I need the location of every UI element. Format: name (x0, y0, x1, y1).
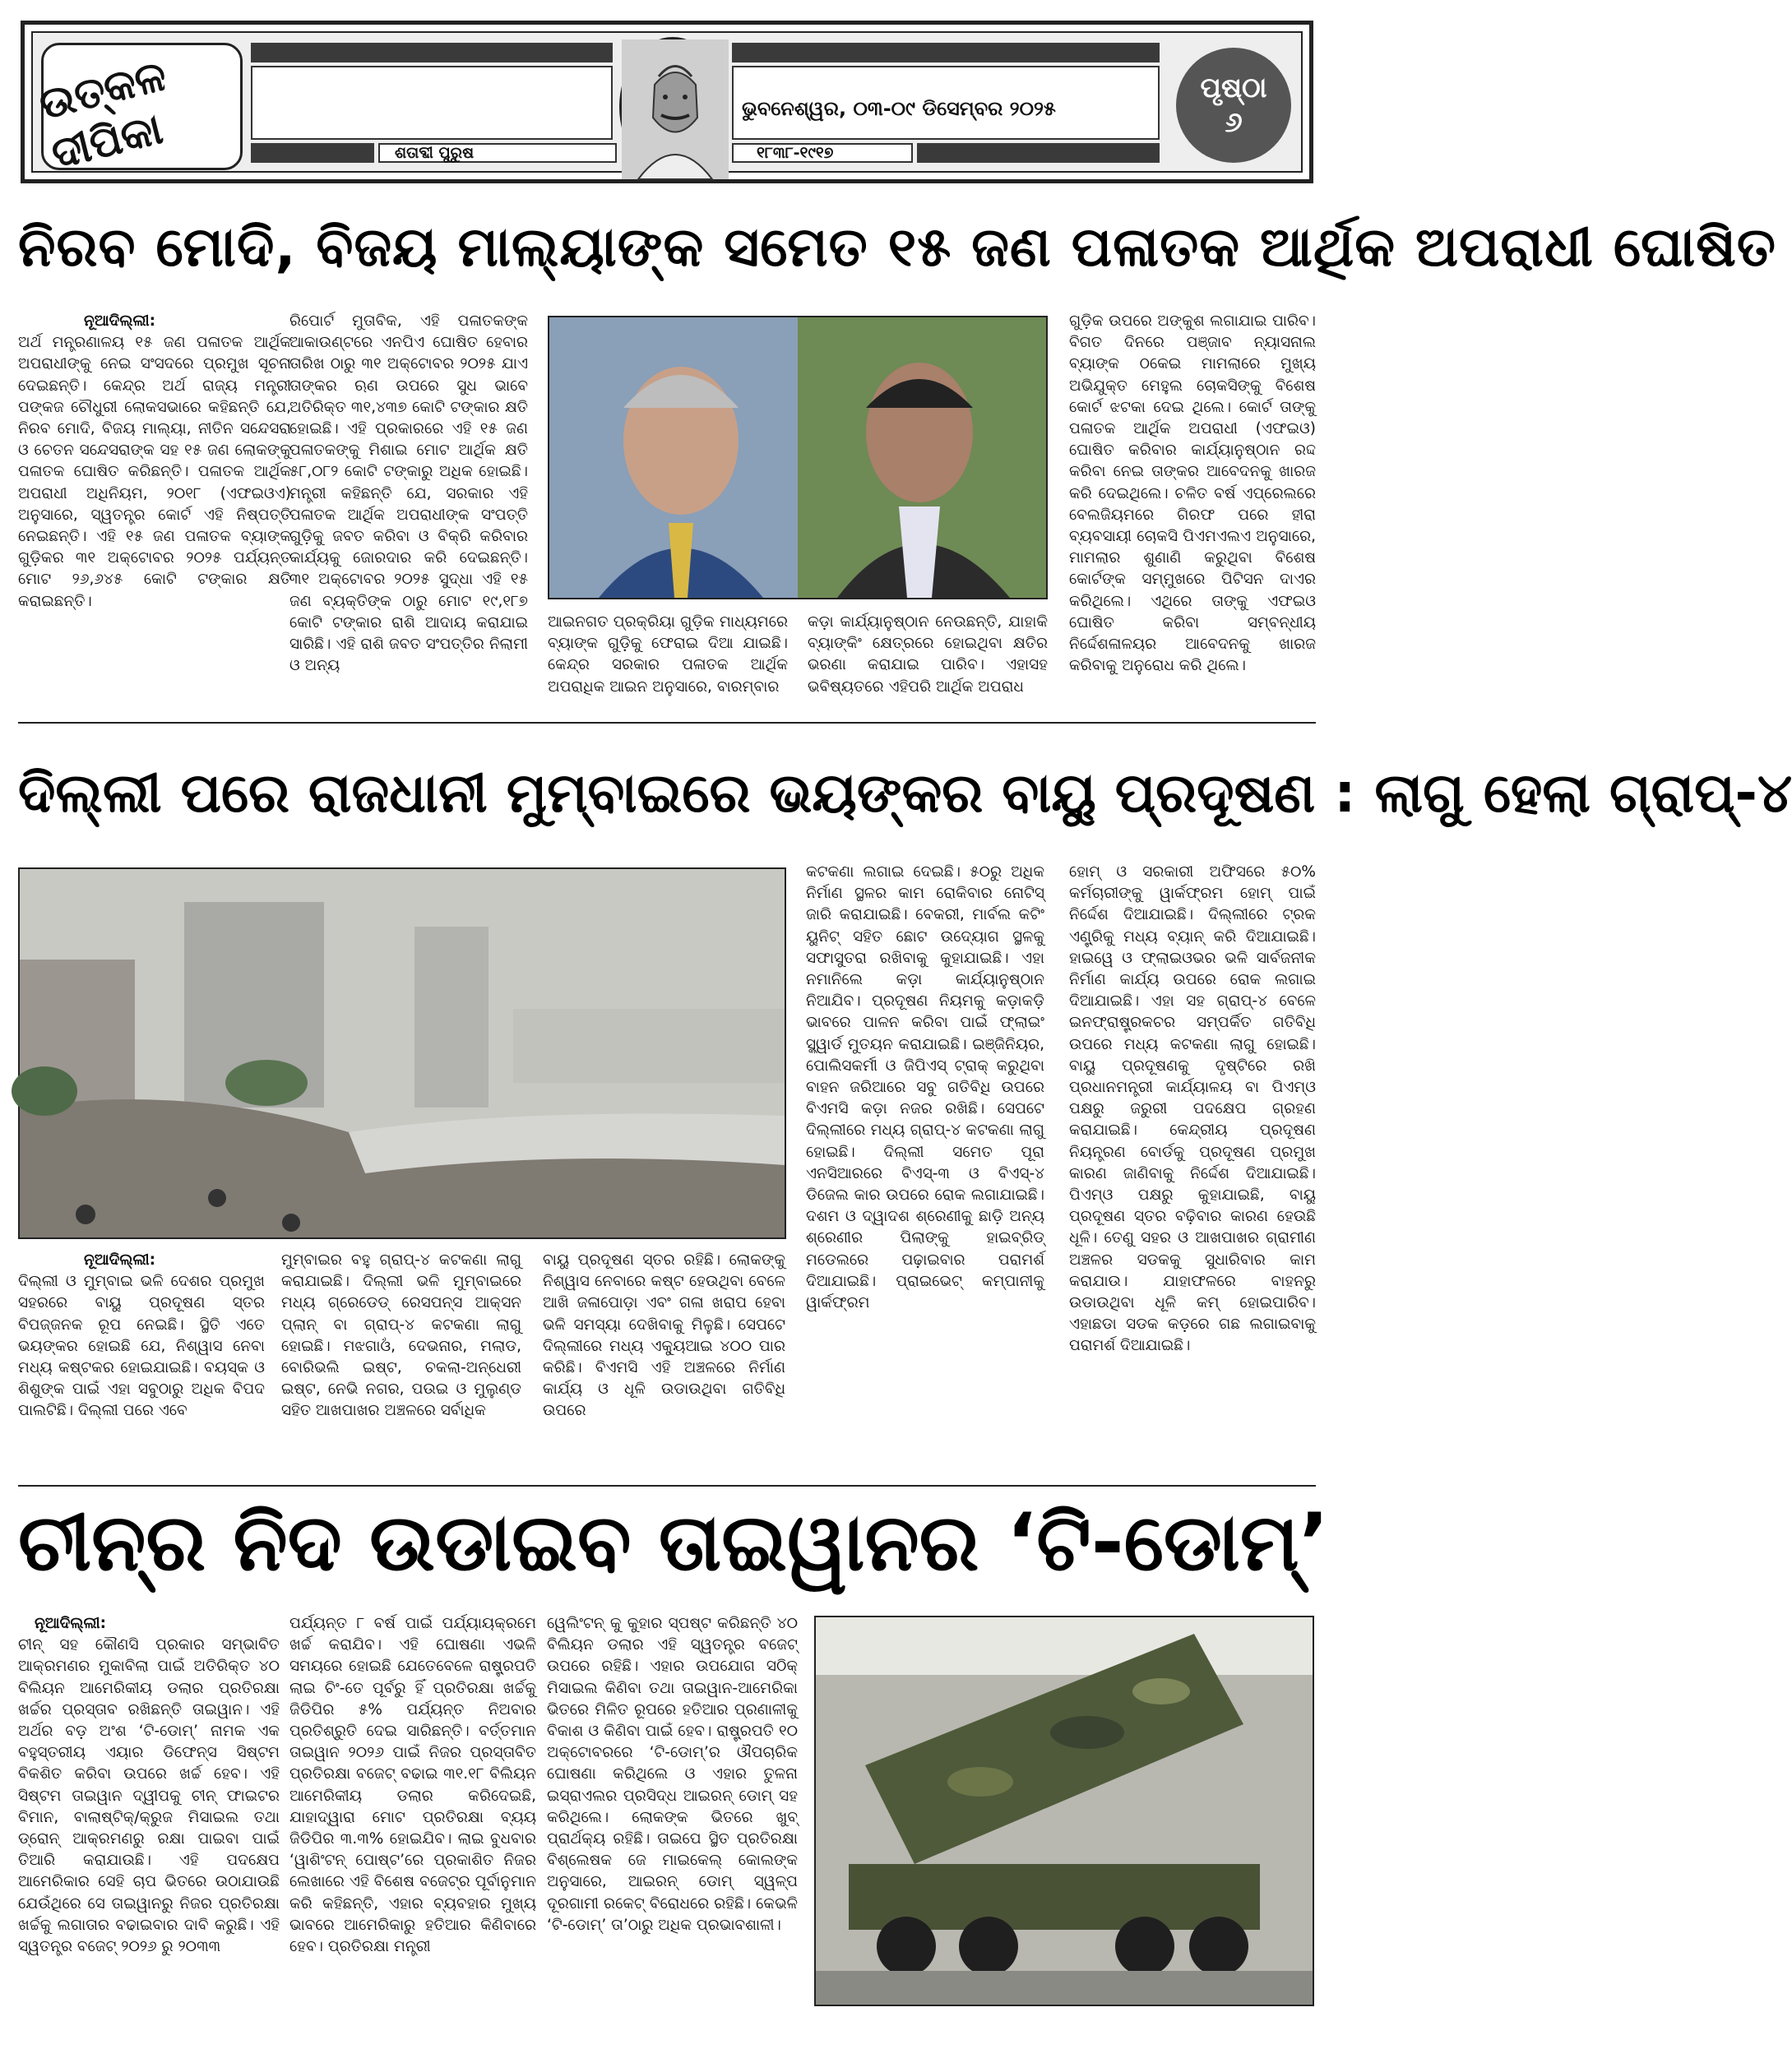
article-1-column-1 (18, 311, 291, 714)
article-3-column-3 (547, 1613, 798, 2033)
newspaper-logo (34, 43, 243, 179)
article-2-column-2 (281, 1250, 521, 1476)
portrait-illustration (622, 39, 729, 179)
masthead-panel (31, 31, 1303, 179)
founder-portrait (619, 37, 726, 177)
portrait-caption: ଶତାବ୍ଦୀ ପୁରୁଷ (395, 144, 475, 162)
article-1-text-1: ଅର୍ଥ ମନ୍ତ୍ରଣାଳୟ ୧୫ ଜଣ ପଳାତକ ଆର୍ଥିକ ଅପରାଧୀଙ୍କୁ ନେଇ ସଂସଦରେ ପ୍ରମୁଖ ସୂଚନା ଦେଇଛନ୍ତି। କେନ୍ଦ୍ର ଅର୍ଥ ରାଜ୍ୟ ମନ୍ତ୍ରୀ ପଙ୍କଜ ଚୌଧୁରୀ ଲୋକସଭାରେ କହିଛନ୍ତି ଯେ, ନିରବ ମୋଦି, ବିଜୟ ମାଲ୍ୟା, ନୀତିନ ସନ୍ଦେସରା ଓ ଚେତନ ସନ୍ଦେସରାଙ୍କ ସହ ୧୫ ଜଣ ଲୋକଙ୍କୁ ପଳାତକ ଘୋଷିତ କରିଛନ୍ତି। ପଳାତକ ଆର୍ଥିକ ଅପରାଧୀ ଅଧିନିୟମ, ୨୦୧୮ (ଏଫଇଓଏ) ଅନୁସାରେ, ସ୍ୱତନ୍ତ୍ର କୋର୍ଟ ଏହି ନିଷ୍ପତ୍ତି ନେଇଛନ୍ତି। ଏହି ୧୫ ଜଣ ପଳାତକ ବ୍ୟାଙ୍କ ଗୁଡ଼ିକର ୩୧ ଅକ୍ଟୋବର ୨୦୨୫ ପର୍ଯ୍ୟନ୍ତ ମୋଟ ୨୬,୬୪୫ କୋଟି ଟଙ୍କାର କ୍ଷତି କରାଇଛନ୍ତି। (18, 334, 291, 610)
article-3-text-2: ପର୍ଯ୍ୟନ୍ତ ୮ ବର୍ଷ ପାଇଁ ପର୍ଯ୍ୟାୟକ୍ରମେ ଖର୍ଚ୍ଚ କରାଯିବ। ଏହି ଘୋଷଣା ଏଭଳି ସମୟରେ ହୋଇଛି ଯେତେବେଳେ ରାଷ୍ଟ୍ରପତି ଲାଇ ଚିଂ-ତେ ପୂର୍ବରୁ ହିଁ ପ୍ରତିରକ୍ଷା ଖର୍ଚ୍ଚକୁ ଜିଡିପିର ୫% ପର୍ଯ୍ୟନ୍ତ ନିଅବାର ପ୍ରତିଶ୍ରୁତି ଦେଇ ସାରିଛନ୍ତି। ବର୍ତ୍ତମାନ ତାଇୱାନ ୨୦୨୬ ପାଇଁ ନିଜର ପ୍ରସ୍ତାବିତ ପ୍ରତିରକ୍ଷା ବଜେଟ୍ ବଢାଇ ୩୧.୧୮ ବିଲିୟନ ଆମେରିକୀୟ ଡଲାର କରିଦେଇଛି, ଯାହାଦ୍ୱାରା ମୋଟ ପ୍ରତିରକ୍ଷା ବ୍ୟୟ ଜିଡିପିର ୩.୩% ହୋଇଯିବ। ଲାଇ ବୁଧବାର ‘ୱାଶିଂଟନ୍ ପୋଷ୍ଟ’ରେ ପ୍ରକାଶିତ ନିଜର ଲେଖାରେ ଏହି ବିଶେଷ ବଜେଟ୍ର ପୂର୍ବାନୁମାନ କରି କହିଛନ୍ତି, ଏହାର ବ୍ୟବହାର ମୁଖ୍ୟ ଭାବରେ ଆମେରିକାରୁ ହତିଆର କିଣିବାରେ ହେବ। ପ୍ରତିରକ୍ଷା ମନ୍ତ୍ରୀ (289, 1615, 536, 1956)
article-1-column-5 (1069, 311, 1316, 714)
article-3-text-1: ଚୀନ୍ ସହ କୌଣସି ପ୍ରକାର ସମ୍ଭାବିତ ଆକ୍ରମଣର ମୁକାବିଲା ପାଇଁ ଅତିରିକ୍ତ ୪୦ ବିଲିୟନ ଆମେରିକୀୟ ଡଲାର ପ୍ରତିରକ୍ଷା ଖର୍ଚ୍ଚର ପ୍ରସ୍ତାବ ରଖିଛନ୍ତି ତାଇୱାନ। ଏହି ଅର୍ଥର ବଡ଼ ଅଂଶ ‘ଟି-ଡୋମ୍’ ନାମକ ଏକ ବହୁସ୍ତରୀୟ ଏୟାର ଡିଫେନ୍ସ ସିଷ୍ଟମ ବିକଶିତ କରିବା ଉପରେ ଖର୍ଚ୍ଚ ହେବ। ଏହି ସିଷ୍ଟମ ତାଇୱାନ ଦ୍ୱୀପକୁ ଚୀନ୍ ଫାଇଟର ବିମାନ, ବାଲାଷ୍ଟିକ୍/କ୍ରୁଜ ମିସାଇଲ ତଥା ଡ୍ରୋନ୍ ଆକ୍ରମଣରୁ ରକ୍ଷା ପାଇବା ପାଇଁ ତିଆରି କରାଯାଉଛି। ଏହି ପଦକ୍ଷେପ ଆମେରିକାର ସେହି ଚାପ ଭିତରେ ଉଠାଯାଉଛି ଯେଉଁଥିରେ ସେ ତାଇୱାନରୁ ନିଜର ପ୍ରତିରକ୍ଷା ଖର୍ଚ୍ଚକୁ ଲଗାତାର ବଢାଇବାର ଦାବି କରୁଛି। ଏହି ସ୍ୱତନ୍ତ୍ର ବଜେଟ୍ ୨୦୨୬ ରୁ ୨୦୩୩ (18, 1636, 280, 1956)
fugitives-photo (549, 317, 1046, 598)
article-2-column-5 (1069, 862, 1316, 1477)
article-1-text-2: ରିପୋର୍ଟ ମୁତାବିକ, ଏହି ପଳାତକଙ୍କ ଆକାଉଣ୍ଟରେ ଏନପିଏ ଘୋଷିତ ହେବାର ତାରିଖ ଠାରୁ ୩୧ ଅକ୍ଟୋବର ୨୦୨୫ ଯାଏ ତାଙ୍କର ଋଣ ଉପରେ ସୁଧ ଭାବେ ଅତିରିକ୍ତ ୩୧,୪୩୭ କୋଟି ଟଙ୍କାର କ୍ଷତି ହୋଇଛି। ଏହି ପ୍ରକାରରେ ଏହି ୧୫ ଜଣ ପଳାତକଙ୍କୁ ମିଶାଇ ମୋଟ ଆର୍ଥିକ କ୍ଷତି ୫୮,୦୮୨ କୋଟି ଟଙ୍କାରୁ ଅଧିକ ହୋଇଛି। ମନ୍ତ୍ରୀ କହିଛନ୍ତି ଯେ, ସରକାର ଏହି ପଳାତକ ଆର୍ଥିକ ଅପରାଧୀଙ୍କ ସଂପତ୍ତି ଗୁଡ଼ିକୁ ଜବତ କରିବା ଓ ବିକ୍ରି କରିବାର କାର୍ଯ୍ୟକୁ ଜୋରଦାର କରି ଦେଇଛନ୍ତି। ୩୧ ଅକ୍ଟୋବର ୨୦୨୫ ସୁଦ୍ଧା ଏହି ୧୫ ଜଣ ବ୍ୟକ୍ତିଙ୍କ ଠାରୁ ମୋଟ ୧୯,୧୮୭ କୋଟି ଟଙ୍କାର ରାଶି ଆଦାୟ କରାଯାଇ ସାରିଛି। ଏହି ରାଶି ଜବତ ସଂପତ୍ତିର ନିଲାମୀ ଓ ଅନ୍ୟ (289, 312, 528, 675)
article-2-photo (18, 867, 786, 1239)
newspaper-name: ଉତ୍କଳ ଦୀପିକା (34, 49, 172, 179)
article-2-column-4 (806, 862, 1044, 1477)
article-1-headline: ନିରବ ମୋଦି, ବିଜୟ ମାଲ୍ୟାଙ୍କ ସମେତ ୧୫ ଜଣ ପଳାତକ ଆର୍ଥିକ ଅପରାଧୀ ଘୋଷିତ (18, 215, 1776, 279)
article-1-text-3: ଆଇନଗତ ପ୍ରକ୍ରିୟା ଗୁଡ଼ିକ ମାଧ୍ୟମରେ ବ୍ୟାଙ୍କ ଗୁଡ଼ିକୁ ଫେରାଇ ଦିଆ ଯାଇଛି। କେନ୍ଦ୍ର ସରକାର ପଳାତକ ଆର୍ଥିକ ଅପରାଧିକ ଆଇନ ଅନୁସାରେ, ବାରମ୍ବାର (548, 613, 788, 696)
masthead-bar-bottom-right (917, 143, 1160, 163)
article-1-photo (548, 316, 1048, 599)
article-2-dateline: ନୂଆଦିଲ୍ଲୀ: (84, 1251, 156, 1269)
masthead-bar-left-light (251, 66, 613, 140)
article-1-column-2 (289, 311, 528, 714)
article-3-column-1 (18, 1613, 280, 2033)
masthead (21, 21, 1313, 183)
divider-2 (18, 1485, 1316, 1487)
article-3-column-2 (289, 1613, 536, 2033)
mumbai-smog-photo (20, 869, 785, 1237)
article-1-column-4 (808, 612, 1048, 715)
article-3-photo (814, 1616, 1314, 2006)
article-1-text-5: ଗୁଡ଼ିକ ଉପରେ ଅଙ୍କୁଶ ଲଗାଯାଇ ପାରିବ। ବିଗତ ଦିନରେ ପଞ୍ଜାବ ନ୍ୟାସନାଲ ବ୍ୟାଙ୍କ ଠକେଇ ମାମଲାରେ ମୁଖ୍ୟ ଅଭିଯୁକ୍ତ ମେହୁଲ ଚୋକସିଙ୍କୁ ବିଶେଷ କୋର୍ଟ ଝଟକା ଦେଇ ଥିଲେ। କୋର୍ଟ ତାଙ୍କୁ ପଳାତକ ଆର୍ଥିକ ଅପରାଧୀ (ଏଫଇଓ) ଘୋଷିତ କରିବାର କାର୍ଯ୍ୟାନୁଷ୍ଠାନ ରଦ୍ଦ କରିବା ନେଇ ତାଙ୍କର ଆବେଦନକୁ ଖାରଜ କରି ଦେଇଥିଲେ। ଚଳିତ ବର୍ଷ ଏପ୍ରେଲରେ ବେଲଜିୟମରେ ଗିରଫ ପରେ ହୀରା ବ୍ୟବସାୟୀ ଚୋକସି ପିଏମଏଲଏ ଅନୁସାରେ, ମାମଲାର ଶୁଣାଣି କରୁଥିବା ବିଶେଷ କୋର୍ଟଙ୍କ ସମ୍ମୁଖରେ ପିଟିସନ ଦାଏର କରିଥିଲେ। ଏଥିରେ ତାଙ୍କୁ ଏଫଇଓ ଘୋଷିତ କରିବା ସମ୍ବନ୍ଧୀୟ ନିର୍ଦ୍ଦେଶଳାଳୟର ଆବେଦନକୁ ଖାରଜ କରିବାକୁ ଅନୁରୋଧ କରି ଥିଲେ। (1069, 312, 1316, 675)
masthead-bar-bottom-left (251, 143, 374, 163)
page-number: ୬ (1225, 106, 1243, 139)
article-2-text-5: ହୋମ୍ ଓ ସରକାରୀ ଅଫିସରେ ୫୦% କର୍ମଚାରୀଙ୍କୁ ୱାର୍କଫ୍ରମ ହୋମ୍ ପାଇଁ ନିର୍ଦ୍ଦେଶ ଦିଆଯାଇଛି। ଦିଲ୍ଲୀରେ ଟ୍ରକ ଏଣ୍ଟ୍ରିକୁ ମଧ୍ୟ ବ୍ୟାନ୍ କରି ଦିଆଯାଇଛି। ହାଇୱେ ଓ ଫ୍ଲାଇଓଭର ଭଳି ସାର୍ବଜନୀକ ନିର୍ମାଣ କାର୍ଯ୍ୟ ଉପରେ ରୋକ ଲଗାଇ ଦିଆଯାଇଛି। ଏହା ସହ ଗ୍ରାପ୍-୪ ବେଳେ ଇନଫ୍ରାଷ୍ଟ୍ରକଚର ସମ୍ପର୍କିତ ଗତିବିଧି ଉପରେ ମଧ୍ୟ କଟକଣା ଲାଗୁ ହୋଇଛି। ବାୟୁ ପ୍ରଦୂଷଣକୁ ଦୃଷ୍ଟିରେ ରଖି ପ୍ରଧାନମନ୍ତ୍ରୀ କାର୍ଯ୍ୟାଳୟ ବା ପିଏମ୍ଓ ପକ୍ଷରୁ ଜରୁରୀ ପଦକ୍ଷେପ ଗ୍ରହଣ କରାଯାଇଛି। କେନ୍ଦ୍ରୀୟ ପ୍ରଦୂଷଣ ନିୟନ୍ତ୍ରଣ ବୋର୍ଡକୁ ପ୍ରଦୂଷଣ ପ୍ରମୁଖ କାରଣ ଜାଣିବାକୁ ନିର୍ଦ୍ଦେଶ ଦିଆଯାଇଛି। ପିଏମ୍ଓ ପକ୍ଷରୁ କୁହାଯାଇଛି, ବାୟୁ ପ୍ରଦୂଷଣ ସ୍ତର ବଢ଼ିବାର କାରଣ ହେଉଛି ଧୂଳି। ତେଣୁ ସହର ଓ ଆଖପାଖର ଗ୍ରାମୀଣ ଅଞ୍ଚଳର ସଡକକୁ ସୁଧାରିବାର କାମ କରାଯାଉ। ଯାହାଫଳରେ ବାହନରୁ ଉଡାଉଥିବା ଧୂଳି କମ୍ ହୋଇପାରିବ। ଏହାଛଡା ସଡକ କଡ଼ରେ ଗଛ ଲଗାଇବାକୁ ପରାମର୍ଶ ଦିଆଯାଇଛି। (1069, 863, 1316, 1355)
article-2-text-3: ବାୟୁ ପ୍ରଦୂଷଣ ସ୍ତର ରହିଛି। ଲୋକଙ୍କୁ ନିଶ୍ୱାସ ନେବାରେ କଷ୍ଟ ହେଉଥିବା ବେଳେ ଆଖି ଜଳାପୋଡ଼ା ଏବଂ ଗଳା ଖରାପ ହେବା ଭଳି ସମସ୍ୟା ଦେଖିବାକୁ ମିଳୁଛି। ସେପଟେ ଦିଲ୍ଲୀରେ ମଧ୍ୟ ଏକ୍ୟୁଆଇ ୪୦୦ ପାର କରିଛି। ବିଏମସି ଏହି ଅଞ୍ଚଳରେ ନିର୍ମାଣ କାର୍ଯ୍ୟ ଓ ଧୂଳି ଉଡାଉଥିବା ଗତିବିଧି ଉପରେ (543, 1251, 785, 1420)
article-3-headline: ଚୀନ୍‌ର ନିଦ ଉଡାଇବ ତାଇୱାନର ‘ଟି-ଡୋମ୍’ (18, 1496, 1330, 1589)
missile-launcher-photo (816, 1617, 1313, 2005)
years: ୧୮୩୮-୧୯୧୭ (757, 144, 834, 162)
article-2-headline: ଦିଲ୍ଲୀ ପରେ ରାଜଧାନୀ ମୁମ୍ବାଇରେ ଭୟଙ୍କର ବାୟୁ ପ୍ରଦୂଷଣ : ଲାଗୁ ହେଲା ଗ୍ରାପ୍-୪ (18, 761, 1792, 825)
article-3-dateline: ନୂଆଦିଲ୍ଲୀ: (35, 1615, 107, 1632)
article-2-text-1: ଦିଲ୍ଲୀ ଓ ମୁମ୍ବାଇ ଭଳି ଦେଶର ପ୍ରମୁଖ ସହରରେ ବାୟୁ ପ୍ରଦୂଷଣ ସ୍ତର ବିପଜ୍ଜନକ ରୂପ ନେଇଛି। ସ୍ଥିତି ଏତେ ଭୟଙ୍କର ହୋଇଛି ଯେ, ନିଶ୍ୱାସ ନେବା ମଧ୍ୟ କଷ୍ଟକର ହୋଇଯାଇଛି। ବୟସ୍କ ଓ ଶିଶୁଙ୍କ ପାଇଁ ଏହା ସବୁଠାରୁ ଅଧିକ ବିପଦ ପାଲଟିଛି। ଦିଲ୍ଲୀ ପରେ ଏବେ (18, 1273, 265, 1420)
place-date: ଭୁବନେଶ୍ୱର, ୦୩-୦୯ ଡିସେମ୍ବର ୨୦୨୫ (742, 97, 1056, 120)
article-1-dateline: ନୂଆଦିଲ୍ଲୀ: (84, 312, 156, 330)
masthead-bar-top-left (251, 43, 613, 62)
article-2-column-3 (543, 1250, 785, 1476)
divider-1 (18, 722, 1316, 724)
page-number-badge (1176, 48, 1291, 163)
page-label: ପୃଷ୍ଠା (1200, 72, 1267, 104)
article-2-column-1 (18, 1250, 265, 1476)
article-1-text-4: କଡ଼ା କାର୍ଯ୍ୟାନୁଷ୍ଠାନ ନେଉଛନ୍ତି, ଯାହାକି ବ୍ୟାଙ୍କିଂ କ୍ଷେତ୍ରରେ ହୋଇଥିବା କ୍ଷତିର ଭରଣା କରାଯାଇ ପାରିବ। ଏହାସହ ଭବିଷ୍ୟତରେ ଏହିପରି ଆର୍ଥିକ ଅପରାଧ (808, 613, 1048, 696)
article-1-column-3 (548, 612, 788, 715)
article-2-text-4: କଟକଣା ଲଗାଇ ଦେଇଛି। ୫୦ରୁ ଅଧିକ ନିର୍ମାଣ ସ୍ଥଳର କାମ ରୋକିବାର ନୋଟିସ୍ ଜାରି କରାଯାଇଛି। ବେକରୀ, ମାର୍ବଲ କଟିଂ ୟୁନିଟ୍ ସହିତ ଛୋଟ ଉଦ୍ୟୋଗ ସ୍ଥଳକୁ ସଫାସୁତରା ରଖିବାକୁ କୁହାଯାଇଛି। ଏହା ନମାନିଲେ କଡ଼ା କାର୍ଯ୍ୟାନୁଷ୍ଠାନ ନିଆଯିବ। ପ୍ରଦୂଷଣ ନିୟମକୁ କଡ଼ାକଡ଼ି ଭାବରେ ପାଳନ କରିବା ପାଇଁ ଫ୍ଲାଇଂ ସ୍କ୍ୱାର୍ଡ ମୁତୟନ କରାଯାଇଛି। ଇଞ୍ଜିନିୟର, ପୋଲିସକର୍ମୀ ଓ ଜିପିଏସ୍ ଟ୍ରାକ୍ କରୁଥିବା ବାହନ ଜରିଆରେ ସବୁ ଗତିବିଧି ଉପରେ ବିଏମସି କଡ଼ା ନଜର ରଖିଛି। ସେପଟେ ଦିଲ୍ଲୀରେ ମଧ୍ୟ ଗ୍ରାପ୍-୪ କଟକଣା ଲାଗୁ ହୋଇଛି। ଦିଲ୍ଲୀ ସମେତ ପୂରା ଏନସିଆରରେ ବିଏସ୍-୩ ଓ ବିଏସ୍-୪ ଡିଜେଲ କାର ଉପରେ ରୋକ ଲଗାଯାଇଛି। ଦଶମ ଓ ଦ୍ୱାଦଶ ଶ୍ରେଣୀକୁ ଛାଡ଼ି ଅନ୍ୟ ଶ୍ରେଣୀର ପିଲାଙ୍କୁ ହାଇବ୍ରିଡ୍ ମଡେଲରେ ପଢ଼ାଇବାର ପରାମର୍ଶ ଦିଆଯାଇଛି। ପ୍ରାଇଭେଟ୍ କମ୍ପାନୀକୁ ୱାର୍କଫ୍ରମ (806, 863, 1044, 1312)
article-3-text-3: ୱେଲିଂଟନ୍ କୁ କୁହାର ସ୍ପଷ୍ଟ କରିଛନ୍ତି ୪୦ ବିଲିୟନ ଡଲାର ଏହି ସ୍ୱତନ୍ତ୍ର ବଜେଟ୍ ଉପରେ ରହିଛି। ଏହାର ଉପଯୋଗ ସଠିକ୍ ମିସାଇଲ କିଣିବା ତଥା ତାଇୱାନ-ଆମେରିକା ଭିତରେ ମିଳିତ ରୂପରେ ହତିଆର ପ୍ରଣାଳୀକୁ ବିକାଶ ଓ କିଣିବା ପାଇଁ ହେବ। ରାଷ୍ଟ୍ରପତି ୧୦ ଅକ୍ଟୋବରରେ ‘ଟି-ଡୋମ୍’ର ଔପଚାରିକ ଘୋଷଣା କରିଥିଲେ ଓ ଏହାର ତୁଳନା ଇସ୍ରାଏଲର ପ୍ରସିଦ୍ଧ ଆଇରନ୍ ଡୋମ୍ ସହ କରିଥିଲେ। ଲୋକଙ୍କ ଭିତରେ ଖୁବ୍ ପ୍ରାର୍ଥକ୍ୟ ରହିଛି। ତାଇପେ ସ୍ଥିତ ପ୍ରତିରକ୍ଷା ବିଶ୍ଲେଷକ ଜେ ମାଇକେଲ୍ କୋଲଙ୍କ ଅନୁସାରେ, ଆଇରନ୍ ଡୋମ୍ ସ୍ୱଳ୍ପ ଦୂରଗାମୀ ରକେଟ୍ ବିରୋଧରେ ରହିଛି। କେଭଳି ‘ଟି-ଡୋମ୍’ ତା’ଠାରୁ ଅଧିକ ପ୍ରଭାବଶାଳୀ। (547, 1615, 798, 1934)
masthead-bar-top-right (732, 43, 1160, 62)
article-2-text-2: ମୁମ୍ବାଇର ବହୁ ଗ୍ରାପ୍-୪ କଟକଣା ଲାଗୁ କରାଯାଇଛି। ଦିଲ୍ଲୀ ଭଳି ମୁମ୍ବାଇରେ ମଧ୍ୟ ଗ୍ରେଡେଡ୍ ରେସପନ୍ସ ଆକ୍ସନ ପ୍ଲାନ୍ ବା ଗ୍ରାପ୍-୪ କଟକଣା ଲାଗୁ ହୋଇଛି। ମଝଗାଓଁ, ଦେଭନାର, ମଲାଡ, ବୋରିଭଲି ଇଷ୍ଟ, ଚକଲା-ଅନ୍ଧେରୀ ଇଷ୍ଟ, ନେଭି ନଗର, ପଉଇ ଓ ମୁଲୁଣ୍ଡ ସହିତ ଆଖପାଖର ଅଞ୍ଚଳରେ ସର୍ବାଧିକ (281, 1251, 521, 1420)
